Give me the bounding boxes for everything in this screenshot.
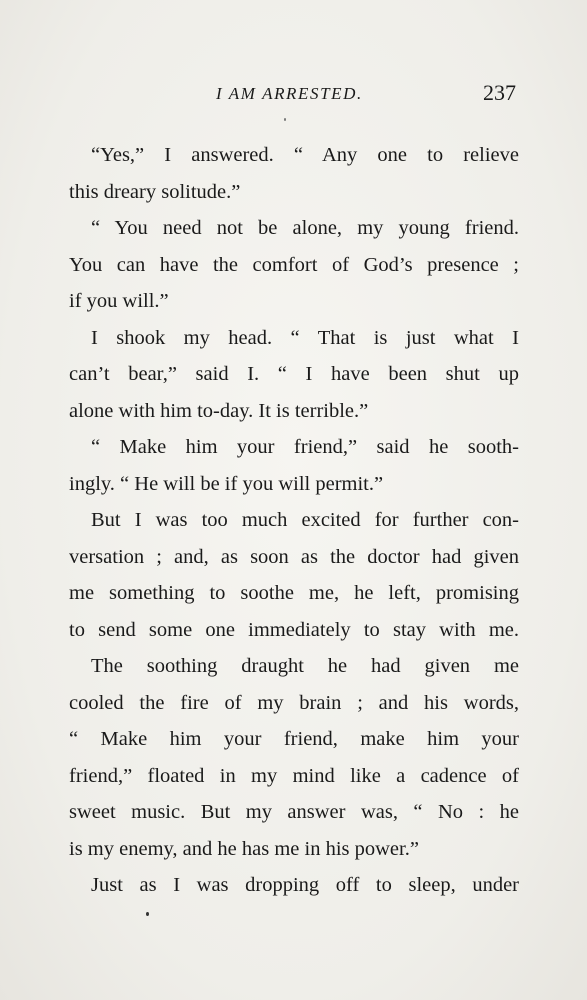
text-line: Just as I was dropping off to sleep, under [91, 874, 519, 896]
text-line: “ You need not be alone, my young friend. [91, 217, 519, 239]
page-number: 237 [483, 80, 516, 105]
text-line: friend,” floated in my mind like a cadence of [69, 764, 519, 787]
ink-speck [284, 118, 286, 121]
text-line: is my enemy, and he has me in his power.” [69, 837, 419, 860]
text-line: can’t bear,” said I. “ I have been shut up [69, 363, 519, 385]
text-line: I shook my head. “ That is just what I [91, 326, 519, 349]
text-line: But I was too much excited for further con- [91, 509, 519, 531]
text-line: “Yes,” I answered. “ Any one to relieve [91, 144, 519, 166]
text-line: “ Make him your friend,” said he sooth- [91, 436, 519, 458]
text-line: if you will.” [69, 290, 169, 312]
text-line: “ Make him your friend, make him your [69, 728, 519, 750]
text-line: The soothing draught he had given me [91, 655, 519, 677]
text-line: sweet music. But my answer was, “ No : he [69, 801, 519, 823]
text-line: cooled the fire of my brain ; and his words, [69, 691, 519, 714]
running-title: I AM ARRESTED. [216, 84, 363, 103]
ink-speck [146, 912, 149, 916]
text-line: versation ; and, as soon as the doctor had given [69, 545, 519, 568]
text-line: You can have the comfort of God’s presence ; [69, 253, 519, 276]
text-line: this dreary solitude.” [69, 180, 241, 203]
body-text [69, 137, 519, 904]
text-line: ingly. “ He will be if you will permit.” [69, 472, 384, 495]
text-line: me something to soothe me, he left, promising [69, 582, 519, 604]
text-line: alone with him to-day. It is terrible.” [69, 399, 369, 422]
text-line: to send some one immediately to stay with me. [69, 618, 519, 641]
running-head [68, 80, 520, 110]
